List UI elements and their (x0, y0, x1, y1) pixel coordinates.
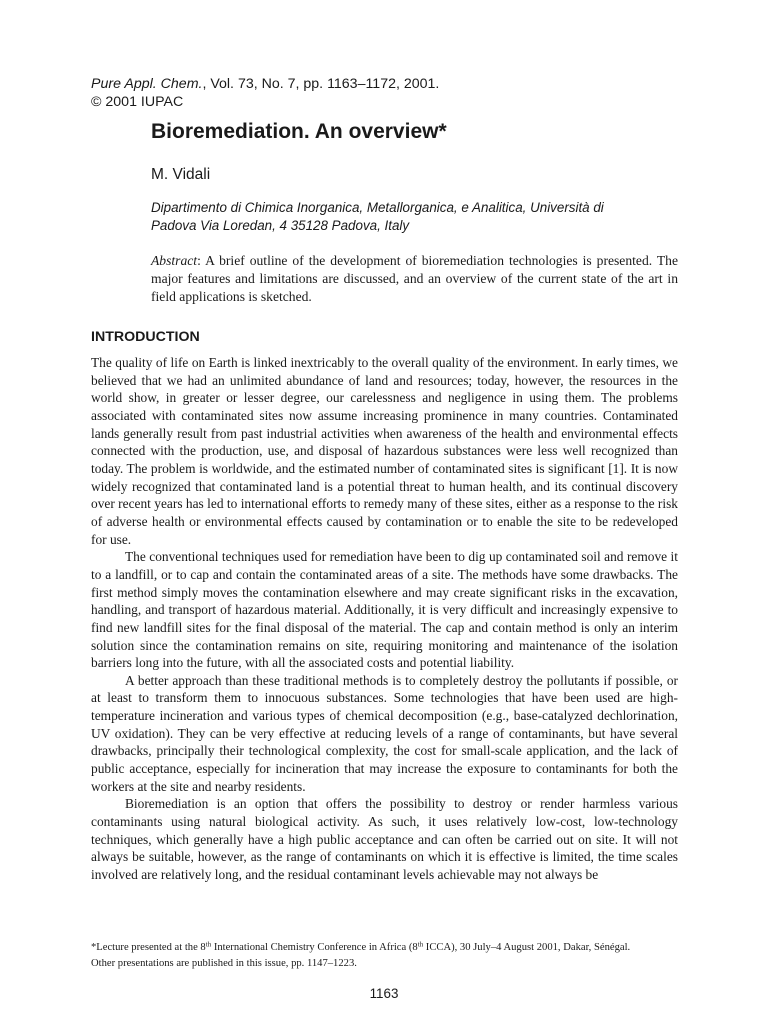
citation-details: , Vol. 73, No. 7, pp. 1163–1172, 2001. (202, 76, 440, 92)
paragraph-3: A better approach than these traditional methods is to completely destroy the pollutants if possible, or at least to transform them to innocuous substances. Some technologies that have been used are high-temperature incineration and various types of chemical decomposition (e.g., base-catalyzed dechlorination, UV oxidation). They can be very effective at reducing levels of a range of contaminants, but have several drawbacks, principally their technological complexity, the cost for small-scale application, and the lack of public acceptance, especially for incineration that may increase the exposure to contaminants for both the workers at the site and nearby residents. (91, 672, 678, 794)
body-text (91, 354, 678, 884)
journal-name: Pure Appl. Chem. (91, 76, 203, 92)
page-number: 1163 (369, 986, 399, 1001)
footnote-text: International Chemistry Conference in Africa (8 (211, 942, 418, 953)
article-title: Bioremediation. An overview* (151, 120, 447, 143)
section-heading: INTRODUCTION (91, 329, 200, 345)
footnote-line-2: Other presentations are published in this issue, pp. 1147–1223. (91, 957, 357, 969)
footnote-superscript: th (417, 940, 424, 949)
paragraph-1: The quality of life on Earth is linked inextricably to the overall quality of the environment. In early times, we believed that we had an unlimited abundance of land and resources; today, however, the resources in the world show, in greater or lesser degree, our carelessness and negligence in using them. The problems associated with contaminated sites now assume increasing prominence in many countries. Contaminated lands generally result from past industrial activities when awareness of the health and environmental effects connected with the production, use, and disposal of hazardous substances were less well recognized than today. The problem is worldwide, and the estimated number of contaminated sites is significant [1]. It is now widely recognized that contaminated land is a potential threat to human health, and its continual discovery over recent years has led to international efforts to remedy many of these sites, either as a response to the risk of adverse health or environmental effects caused by contamination or to enable the site to be redeveloped for use. (91, 355, 678, 547)
author-name: M. Vidali (151, 166, 211, 183)
footnote-text: *Lecture presented at the 8 (91, 942, 206, 953)
author-affiliation (151, 199, 681, 234)
abstract (151, 252, 678, 306)
affiliation-line-1: Dipartimento di Chimica Inorganica, Metallorganica, e Analitica, Università di (151, 200, 604, 215)
paragraph-4: Bioremediation is an option that offers the possibility to destroy or render harmless various contaminants using natural biological activity. As such, it uses relatively low-cost, low-technology techniques, which generally have a high public acceptance and can often be carried out on site. It will not always be suitable, however, as the range of contaminants on which it is effective is limited, the time scales involved are relatively long, and the residual contaminant levels achievable may not always be (91, 796, 678, 883)
abstract-text: : A brief outline of the development of bioremediation technologies is presented. The major features and limitations are discussed, and an overview of the current state of the art in field applications is sketched. (151, 253, 678, 304)
footnote (91, 940, 691, 971)
footnote-superscript: th (205, 940, 212, 949)
abstract-label: Abstract (151, 253, 198, 268)
citation-line (91, 75, 439, 93)
copyright-line: © 2001 IUPAC (91, 94, 184, 110)
journal-header (91, 75, 439, 111)
footnote-line-1 (91, 940, 691, 956)
footnote-text: ICCA), 30 July–4 August 2001, Dakar, Sénégal. (423, 942, 631, 953)
affiliation-line-2: Padova Via Loredan, 4 35128 Padova, Italy (151, 217, 410, 233)
paragraph-2: The conventional techniques used for remediation have been to dig up contaminated soil and remove it to a landfill, or to cap and contain the contaminated areas of a site. The methods have some drawbacks. The first method simply moves the contamination elsewhere and may create significant risks in the excavation, handling, and transport of hazardous material. Additionally, it is very difficult and increasingly expensive to find new landfill sites for the final disposal of the material. The cap and contain method is only an interim solution since the contamination remains on site, requiring monitoring and maintenance of the isolation barriers long into the future, with all the associated costs and potential liability. (91, 549, 678, 671)
